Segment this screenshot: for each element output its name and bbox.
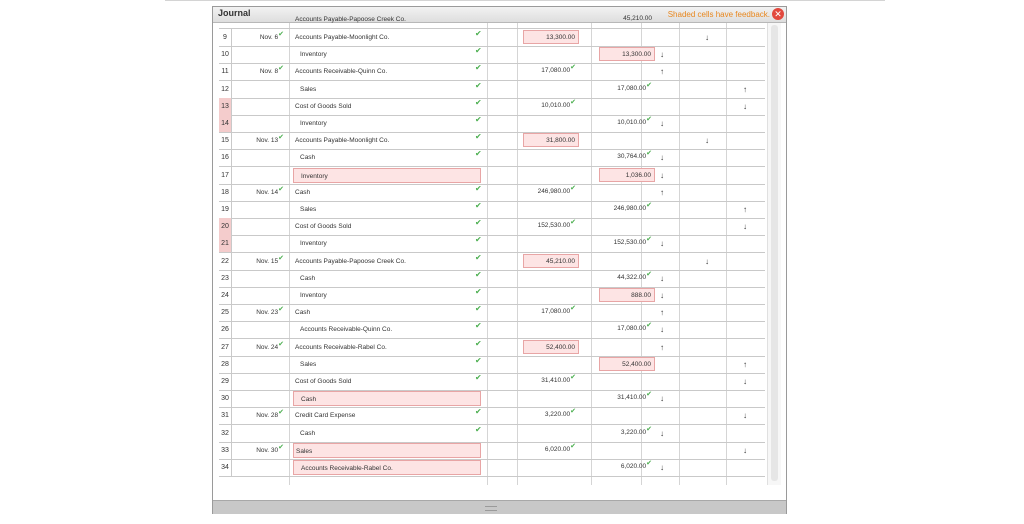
check-icon: ✔ [278,443,284,451]
table-row [219,270,765,288]
row-number: 23 [219,270,232,287]
credit-value: 13,300.00 [622,51,651,59]
row-number: 10 [219,46,232,63]
row-number: 20 [219,218,232,235]
debit-cell[interactable] [523,64,579,78]
row-number: 21 [219,235,232,252]
account-cell[interactable]: Cash [300,429,316,437]
arrow-down-icon: ↓ [660,463,664,472]
account-cell[interactable]: Accounts Receivable-Rabel Co. [293,460,481,475]
date-value: Nov. 14 [256,188,279,196]
table-row [219,459,765,477]
check-icon: ✔ [475,132,482,142]
arrow-down-icon: ↓ [743,411,747,421]
arrow-down-icon: ↓ [743,101,747,111]
row-number: 25 [219,304,232,321]
date-cell[interactable] [234,29,284,46]
credit-cell[interactable] [599,391,655,405]
check-icon: ✔ [570,219,576,227]
account-cell[interactable]: Cost of Goods Sold [295,102,352,110]
date-value: Nov. 28 [256,412,279,420]
row-number: 31 [219,407,232,424]
credit-value: 888.00 [631,292,651,299]
credit-cell[interactable] [599,426,655,440]
row-number: 14 [219,115,232,132]
row-number: 16 [219,149,232,166]
arrow-up-icon: ↑ [660,187,664,197]
credit-cell[interactable] [599,47,655,61]
account-cell[interactable]: Cost of Goods Sold [295,223,352,231]
account-cell[interactable]: Accounts Payable-Moonlight Co. [295,34,390,41]
arrow-up-icon: ↑ [743,84,747,94]
date-cell[interactable] [234,339,284,356]
arrow-down-icon: ↓ [743,222,747,232]
debit-value: 13,300.00 [546,34,575,41]
table-row [219,321,765,339]
row-number: 34 [219,459,232,476]
row-number: 15 [219,132,232,149]
window-title: Journal [218,8,251,18]
debit-value: 10,010.00 [541,101,571,109]
check-icon: ✔ [475,29,482,38]
table-row [219,132,765,150]
check-icon: ✔ [278,65,284,73]
table-row [219,46,765,64]
account-cell[interactable]: Credit Card Expense [295,412,356,420]
debit-value: 31,800.00 [546,137,575,145]
arrow-up-icon: ↑ [660,67,664,77]
row-number: 28 [219,356,232,373]
row-number: 17 [219,167,232,184]
arrow-down-icon: ↓ [743,445,747,455]
row-number: 27 [219,339,232,356]
arrow-down-icon: ↓ [660,170,664,180]
check-icon: ✔ [570,305,576,313]
check-icon: ✔ [570,442,576,450]
debit-value: 52,400.00 [546,343,575,351]
date-value: Nov. 8 [259,68,279,76]
check-icon: ✔ [475,63,482,73]
check-icon: ✔ [475,321,482,331]
arrow-down-icon: ↓ [660,239,664,249]
arrow-down-icon: ↓ [660,153,664,163]
table-row [219,235,765,253]
account-cell[interactable]: Accounts Payable-Moonlight Co. [295,137,390,145]
resize-bar[interactable] [213,500,786,514]
debit-value: 246,980.00 [537,187,571,195]
arrow-up-icon: ↑ [660,308,664,318]
debit-value: 6,020.00 [544,445,571,453]
account-cell[interactable]: Sales [293,443,481,458]
check-icon: ✔ [475,80,482,90]
table-row [219,29,765,47]
table-row [219,339,765,357]
account-cell[interactable]: Sales [300,206,317,213]
check-icon: ✔ [475,149,482,159]
arrow-down-icon: ↓ [660,394,664,404]
vertical-scrollbar[interactable] [767,23,781,485]
table-row [219,81,765,99]
arrow-down-icon: ↓ [660,428,664,438]
date-cell[interactable] [234,304,284,321]
account-cell[interactable]: Inventory [300,240,327,248]
account-cell[interactable]: Inventory [300,120,327,127]
debit-cell[interactable] [523,219,579,233]
table-row [219,390,765,408]
check-icon: ✔ [570,408,576,416]
date-cell[interactable] [234,407,284,424]
debit-value: 3,220.00 [544,411,571,419]
check-icon: ✔ [278,409,284,417]
account-cell[interactable]: Cash [300,154,316,162]
check-icon: ✔ [475,218,482,228]
credit-value: 17,080.00 [617,84,647,92]
credit-value: 152,530.00 [613,239,647,247]
credit-cell[interactable] [599,288,655,302]
credit-value: 52,400.00 [622,360,651,368]
debit-value: 31,410.00 [541,377,571,384]
account-cell[interactable]: Cash [293,391,481,406]
credit-value: 3,220.00 [620,428,647,436]
arrow-up-icon: ↑ [660,342,664,352]
debit-cell[interactable] [523,254,579,268]
row-number: 30 [219,390,232,407]
check-icon: ✔ [475,304,482,314]
debit-value: 17,080.00 [541,67,571,75]
check-icon: ✔ [646,425,652,433]
account-cell[interactable]: Sales [300,85,317,93]
credit-cell[interactable] [599,271,655,285]
check-icon: ✔ [278,254,284,262]
arrow-down-icon: ↓ [705,33,709,42]
scrollbar-thumb[interactable] [771,25,778,481]
check-icon: ✔ [570,184,576,192]
credit-cell[interactable]: 45,210.00 [623,15,652,22]
row-number: 26 [219,321,232,338]
date-cell[interactable] [234,253,284,270]
table-row [219,356,765,374]
check-icon: ✔ [646,116,652,123]
date-cell[interactable] [234,184,284,201]
page-top-divider [165,0,885,1]
table-row [219,115,765,133]
check-icon: ✔ [278,31,284,38]
check-icon: ✔ [475,407,482,417]
table-row [219,98,765,116]
resize-grip-icon[interactable] [485,506,497,511]
date-value: Nov. 6 [259,34,279,41]
check-icon: ✔ [475,355,482,365]
table-row [219,373,765,391]
table-row [219,201,765,219]
arrow-down-icon: ↓ [660,273,664,283]
account-cell[interactable]: Sales [300,360,317,368]
debit-cell[interactable] [523,374,579,388]
check-icon: ✔ [646,391,652,399]
credit-cell[interactable] [599,168,655,182]
journal-grid [219,15,765,485]
debit-cell[interactable] [523,133,579,147]
credit-value: 10,010.00 [617,119,647,126]
credit-value: 44,322.00 [617,273,647,281]
row-number: 13 [219,98,232,115]
arrow-down-icon: ↓ [660,325,664,335]
check-icon: ✔ [475,183,482,193]
account-cell[interactable]: Accounts Receivable-Quinn Co. [300,326,393,334]
debit-cell[interactable] [523,99,579,113]
arrow-up-icon: ↑ [743,205,747,214]
arrow-down-icon: ↓ [660,291,664,300]
date-value: Nov. 13 [256,137,279,145]
row-number: 32 [219,425,232,442]
check-icon: ✔ [475,424,482,434]
row-number: 33 [219,442,232,459]
credit-value: 30,764.00 [617,153,647,161]
check-icon: ✔ [646,460,652,467]
credit-cell[interactable] [599,236,655,250]
date-value: Nov. 24 [256,343,279,351]
credit-cell[interactable] [599,202,655,216]
debit-cell[interactable] [523,305,579,319]
row-number: 19 [219,201,232,218]
credit-value: 17,080.00 [617,325,647,333]
table-row [219,287,765,305]
account-cell[interactable]: Cash [295,309,311,317]
table-row [219,304,765,322]
date-value: Nov. 15 [256,257,279,265]
arrow-down-icon: ↓ [705,256,709,266]
table-row [219,184,765,202]
check-icon: ✔ [278,340,284,348]
debit-value: 17,080.00 [541,308,571,316]
check-icon: ✔ [646,202,652,209]
arrow-up-icon: ↑ [743,359,747,369]
account-cell[interactable]: Inventory [293,168,481,183]
credit-value: 246,980.00 [613,205,647,212]
debit-cell[interactable] [523,185,579,199]
credit-cell[interactable] [599,322,655,336]
check-icon: ✔ [278,134,284,142]
check-icon: ✔ [475,252,482,262]
check-icon: ✔ [475,269,482,279]
debit-cell[interactable] [523,408,579,422]
check-icon: ✔ [475,338,482,348]
check-icon: ✔ [646,236,652,244]
check-icon: ✔ [278,185,284,193]
account-cell[interactable]: Cash [295,188,311,196]
row-number: 24 [219,287,232,304]
credit-cell[interactable] [599,460,655,474]
credit-cell[interactable] [599,82,655,96]
arrow-down-icon: ↓ [705,136,709,146]
table-row [219,253,765,271]
check-icon: ✔ [475,46,482,56]
credit-value: 1,036.00 [625,171,651,179]
check-icon: ✔ [570,64,576,72]
row-number: 29 [219,373,232,390]
row-number: 9 [219,29,232,46]
check-icon: ✔ [570,98,576,106]
check-icon: ✔ [475,235,482,245]
account-cell[interactable]: Inventory [300,292,327,299]
table-row [219,167,765,185]
row-number: 18 [219,184,232,201]
check-icon: ✔ [646,322,652,330]
date-value: Nov. 23 [256,309,279,317]
credit-cell[interactable] [599,357,655,371]
table-row [219,63,765,81]
table-row [219,218,765,236]
debit-value: 152,530.00 [537,222,571,230]
journal-window [212,6,787,514]
date-cell[interactable] [234,63,284,80]
account-cell[interactable]: Accounts Receivable-Quinn Co. [295,68,388,76]
credit-cell[interactable] [599,150,655,164]
check-icon: ✔ [475,287,482,296]
check-icon: ✔ [570,374,576,381]
table-row [219,442,765,460]
check-icon: ✔ [475,373,482,382]
date-cell[interactable] [234,132,284,149]
date-value: Nov. 30 [256,446,279,454]
check-icon: ✔ [646,150,652,158]
table-row [219,407,765,425]
check-icon: ✔ [646,81,652,89]
table-row [219,149,765,167]
row-number: 12 [219,81,232,98]
account-cell[interactable]: Accounts Payable-Papoose Creek Co. [295,16,406,23]
table-row-partial [219,11,765,29]
row-number: 11 [219,63,232,80]
check-icon: ✔ [475,115,482,124]
date-cell[interactable] [234,442,284,459]
account-cell[interactable]: Cost of Goods Sold [295,378,352,385]
check-icon: ✔ [475,201,482,210]
check-icon: ✔ [278,306,284,314]
arrow-down-icon: ↓ [660,119,664,128]
feedback-note: Shaded cells have feedback. [667,10,770,19]
check-icon: ✔ [475,97,482,107]
account-cell[interactable]: Accounts Payable-Papoose Creek Co. [295,257,406,265]
credit-value: 31,410.00 [617,394,647,402]
debit-cell[interactable] [523,443,579,457]
credit-cell[interactable] [599,116,655,130]
account-cell[interactable]: Accounts Receivable-Rabel Co. [295,343,387,351]
row-number: 22 [219,253,232,270]
arrow-down-icon: ↓ [743,377,747,386]
account-cell[interactable]: Inventory [300,51,327,59]
check-icon: ✔ [646,270,652,278]
debit-cell[interactable] [523,340,579,354]
close-icon[interactable]: ✕ [772,8,784,20]
arrow-down-icon: ↓ [660,50,664,60]
table-row [219,425,765,443]
account-cell[interactable]: Cash [300,274,316,282]
credit-value: 6,020.00 [620,463,647,470]
debit-value: 45,210.00 [546,257,575,265]
debit-cell[interactable] [523,30,579,44]
